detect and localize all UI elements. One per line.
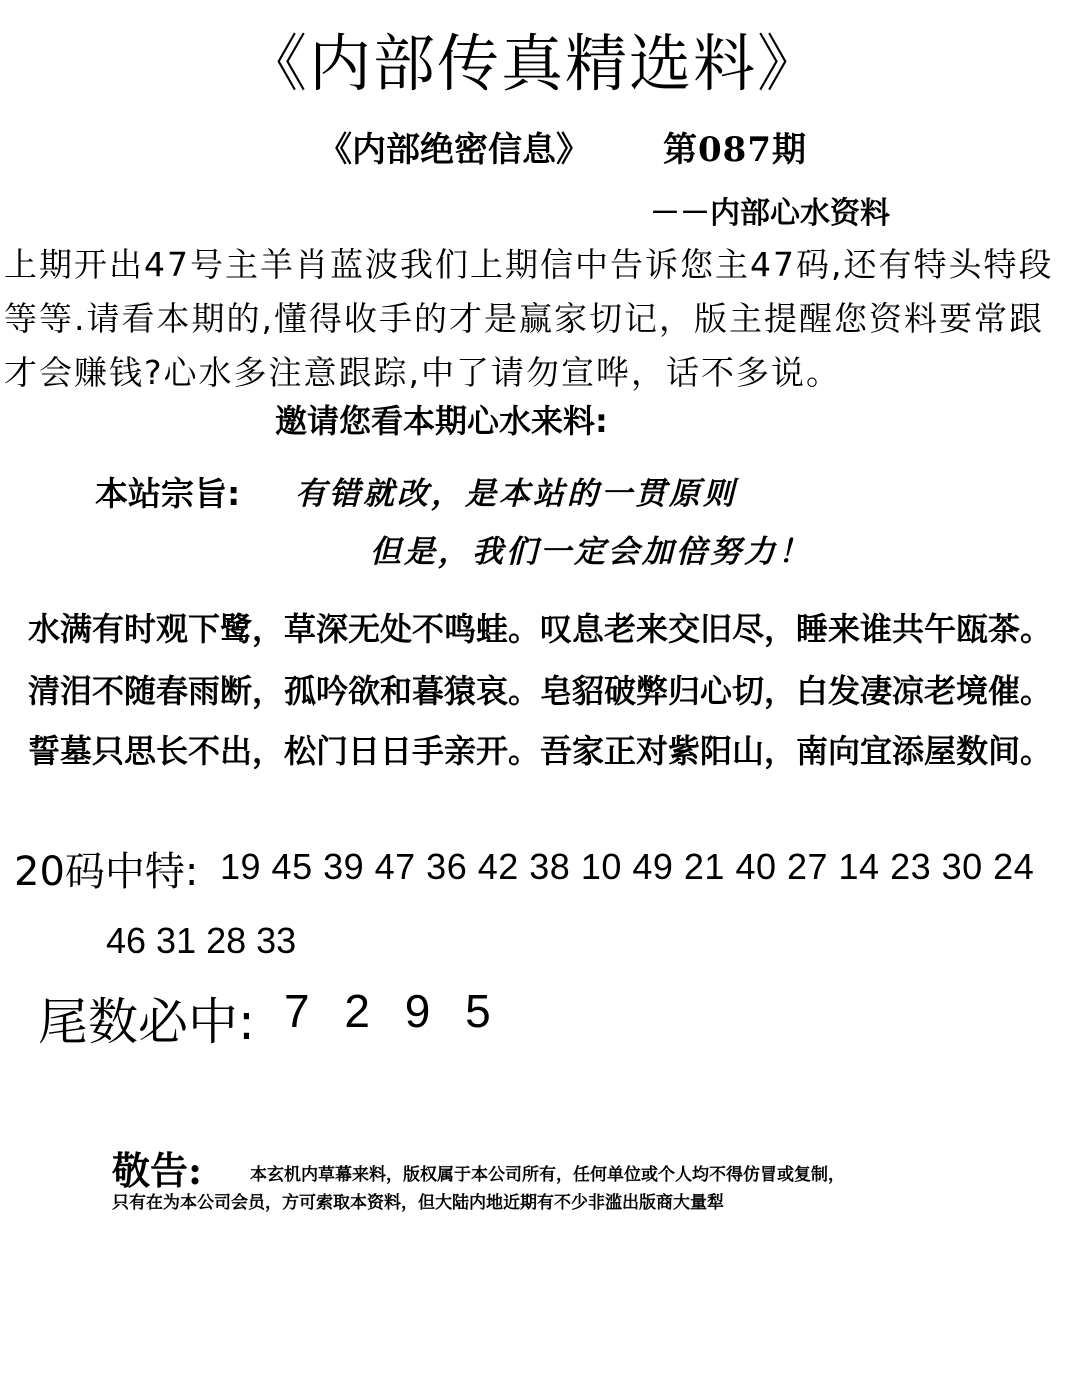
- notice-line-1: 本玄机内草幕来料，版权属于本公司所有，任何单位或个人均不得仿冒或复制，: [250, 1165, 845, 1185]
- invite-line: 邀请您看本期心水来料:: [275, 402, 608, 440]
- motto-line-2: 但是，我们一定会加倍努力！: [370, 534, 812, 570]
- notice-label: 敬告:: [112, 1148, 203, 1193]
- poem-line-3: 誓墓只思长不出，松门日日手亲开。吾家正对紫阳山，南向宜添屋数间。: [28, 732, 1053, 770]
- poem-line-1: 水满有时观下鹭，草深无处不鸣蛙。叹息老来交旧尽，睡来谁共午瓯茶。: [28, 610, 1053, 648]
- page-title: 《内部传真精选料》: [244, 27, 821, 100]
- issue-number: 第087期: [663, 130, 807, 170]
- numbers-line-1: 19 45 39 47 36 42 38 10 49 21 40 27 14 23 30 24: [220, 846, 1035, 887]
- tail-digits: 7 2 9 5: [284, 985, 491, 1037]
- intro-paragraph: 上期开出47号主羊肖蓝波我们上期信中告诉您主47码,还有特头特段等等.请看本期的,懂得收手的才是赢家切记，版主提醒您资料要常跟才会赚钱?心水多注意跟踪,中了请勿宣哗，话不多说。: [4, 245, 1054, 392]
- subtitle: 《内部绝密信息》: [318, 130, 590, 170]
- numbers-label: 20码中特:: [14, 849, 199, 895]
- source-line: －－内部心水资料: [650, 196, 890, 231]
- poem-line-2: 清泪不随春雨断，孤吟欲和暮猿哀。皂貂破弊归心切，白发凄凉老境催。: [28, 672, 1053, 710]
- notice-line-2: 只有在为本公司会员，方可索取本资料，但大陆内地近期有不少非滥出版商大量犁: [112, 1193, 724, 1213]
- motto-line-1: 有错就改，是本站的一贯原则: [295, 476, 737, 512]
- numbers-line-2: 46 31 28 33: [106, 920, 297, 961]
- tail-label: 尾数必中:: [38, 993, 255, 1051]
- motto-label: 本站宗旨:: [95, 474, 241, 513]
